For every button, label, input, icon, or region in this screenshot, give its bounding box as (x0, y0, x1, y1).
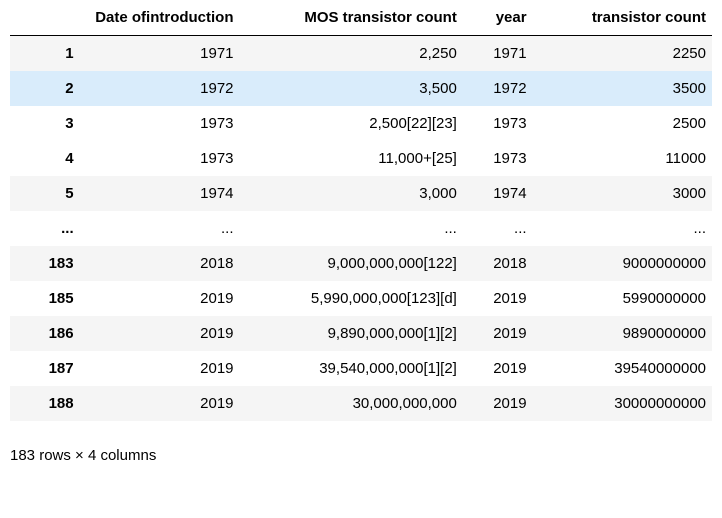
table-body (10, 36, 712, 422)
column-header-transistor-count: transistor count (533, 4, 712, 36)
cell-mos-transistor-count: ... (444, 220, 457, 237)
cell-date-of-introduction: 2019 (200, 360, 234, 377)
table-header (10, 4, 712, 36)
cell-year: 2019 (493, 360, 527, 377)
dataframe-table (10, 4, 712, 421)
cell-year: 2019 (493, 290, 527, 307)
table-row (10, 71, 712, 106)
cell-date-of-introduction: 1973 (200, 150, 234, 167)
column-header-year: year (463, 4, 533, 36)
cell-mos-transistor-count: 39,540,000,000[1][2] (319, 360, 457, 377)
dataframe-shape-label: 183 rows × 4 columns (10, 447, 157, 464)
cell-year: 2018 (493, 255, 527, 272)
cell-mos-transistor-count: 9,890,000,000[1][2] (327, 325, 457, 342)
column-header-date-of-introduction: Date ofintroduction (80, 4, 240, 36)
cell-date-of-introduction: 2019 (200, 290, 234, 307)
column-header-index (10, 4, 80, 36)
cell-index: 186 (48, 325, 74, 342)
cell-mos-transistor-count: 30,000,000,000 (352, 395, 457, 412)
cell-transistor-count: 9890000000 (622, 325, 706, 342)
table-row (10, 141, 712, 176)
cell-mos-transistor-count: 11,000+[25] (378, 150, 457, 167)
cell-index: 1 (65, 45, 74, 62)
cell-transistor-count: 11000 (665, 150, 706, 167)
table-row (10, 351, 712, 386)
cell-date-of-introduction: 1972 (200, 80, 234, 97)
cell-mos-transistor-count: 9,000,000,000[122] (327, 255, 457, 272)
table-row (10, 176, 712, 211)
cell-date-of-introduction: 2019 (200, 325, 234, 342)
cell-year: 1971 (493, 45, 527, 62)
table-row (10, 36, 712, 72)
cell-transistor-count: 5990000000 (622, 290, 706, 307)
cell-year: 1974 (493, 185, 527, 202)
cell-year: 2019 (493, 325, 527, 342)
cell-transistor-count: 30000000000 (614, 395, 706, 412)
cell-index: 183 (48, 255, 74, 272)
cell-index: ... (61, 220, 74, 237)
cell-index: 4 (65, 150, 74, 167)
column-header-mos-transistor-count: MOS transistor count (240, 4, 463, 36)
cell-year: 1973 (493, 115, 527, 132)
cell-date-of-introduction: 1974 (200, 185, 234, 202)
table-row (10, 246, 712, 281)
cell-transistor-count: ... (693, 220, 706, 237)
cell-transistor-count: 2250 (672, 45, 706, 62)
cell-transistor-count: 3000 (672, 185, 706, 202)
table-row (10, 386, 712, 421)
cell-index: 185 (48, 290, 74, 307)
cell-index: 188 (48, 395, 74, 412)
cell-mos-transistor-count: 3,000 (419, 185, 457, 202)
cell-year: 1972 (493, 80, 527, 97)
cell-index: 3 (65, 115, 74, 132)
table-row (10, 316, 712, 351)
cell-index: 187 (48, 360, 74, 377)
table-row (10, 106, 712, 141)
table-row (10, 281, 712, 316)
cell-mos-transistor-count: 2,500[22][23] (369, 115, 457, 132)
table-row (10, 211, 712, 246)
cell-index: 5 (65, 185, 74, 202)
cell-mos-transistor-count: 3,500 (419, 80, 457, 97)
cell-transistor-count: 39540000000 (614, 360, 706, 377)
cell-mos-transistor-count: 2,250 (419, 45, 457, 62)
cell-date-of-introduction: 2019 (200, 395, 234, 412)
cell-date-of-introduction: ... (221, 220, 234, 237)
cell-transistor-count: 9000000000 (622, 255, 706, 272)
cell-year: ... (514, 220, 527, 237)
cell-transistor-count: 2500 (672, 115, 706, 132)
cell-index: 2 (65, 80, 74, 97)
cell-date-of-introduction: 2018 (200, 255, 234, 272)
cell-year: 1973 (493, 150, 527, 167)
cell-date-of-introduction: 1973 (200, 115, 234, 132)
cell-date-of-introduction: 1971 (200, 45, 234, 62)
cell-mos-transistor-count: 5,990,000,000[123][d] (310, 290, 457, 307)
header-row (10, 4, 712, 36)
cell-year: 2019 (493, 395, 527, 412)
cell-transistor-count: 3500 (672, 80, 706, 97)
